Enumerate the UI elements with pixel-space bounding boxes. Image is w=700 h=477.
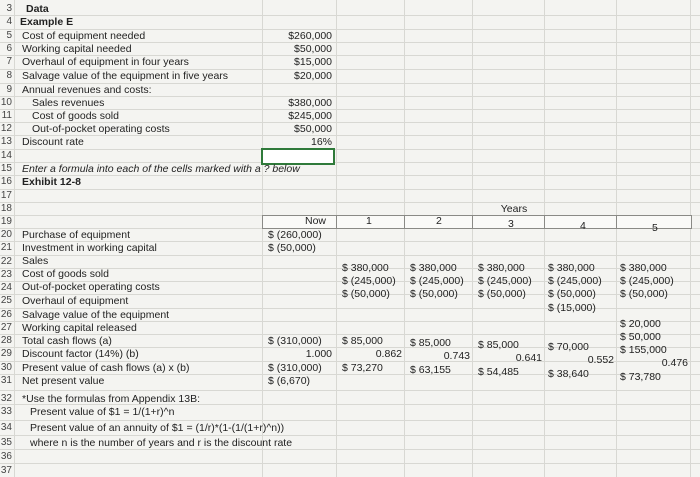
- row-number: 15: [0, 163, 12, 174]
- y1-pv[interactable]: $ 73,270: [342, 362, 383, 374]
- row-number: 26: [0, 309, 12, 320]
- row-number: 3: [6, 3, 12, 14]
- row-number: 4: [6, 16, 12, 27]
- section-title-data: Data: [26, 3, 49, 15]
- row-number: 7: [6, 56, 12, 67]
- label-ex-oop: Out-of-pocket operating costs: [22, 281, 160, 293]
- value-oop[interactable]: $50,000: [294, 123, 332, 135]
- label-pv-cash: Present value of cash flows (a) x (b): [22, 362, 190, 374]
- y5-wc-released[interactable]: $ 50,000: [620, 331, 661, 343]
- now-discount-factor[interactable]: 1.000: [305, 348, 332, 360]
- row-number: 24: [0, 282, 12, 293]
- now-npv[interactable]: $ (6,670): [268, 375, 311, 387]
- row-number: 5: [6, 30, 12, 41]
- row-number: 13: [0, 136, 12, 147]
- row-number: 32: [0, 393, 12, 404]
- col-header-year5: 5: [652, 222, 658, 234]
- row-number: 31: [0, 375, 12, 386]
- grid-line: [336, 0, 337, 477]
- label-overhaul: Overhaul of equipment in four years: [22, 56, 189, 68]
- label-ex-cogs: Cost of goods sold: [22, 268, 109, 280]
- y3-total[interactable]: $ 85,000: [478, 339, 519, 351]
- row-number: 33: [0, 406, 12, 417]
- now-investment[interactable]: $ (50,000): [268, 242, 316, 254]
- label-cogs: Cost of goods sold: [32, 110, 119, 122]
- row-number: 22: [0, 256, 12, 267]
- label-npv: Net present value: [22, 375, 105, 387]
- y5-pv[interactable]: $ 73,780: [620, 371, 661, 383]
- y2-sales[interactable]: $ 380,000: [410, 262, 457, 274]
- label-total-cash: Total cash flows (a): [22, 335, 112, 347]
- value-overhaul[interactable]: $15,000: [294, 56, 332, 68]
- label-oop: Out-of-pocket operating costs: [32, 123, 170, 135]
- col-header-year2: 2: [436, 215, 442, 227]
- row-number: 25: [0, 295, 12, 306]
- footnote-pv1: Present value of $1 = 1/(1+r)^n: [30, 406, 175, 418]
- value-salvage[interactable]: $20,000: [294, 70, 332, 82]
- label-discount-factor: Discount factor (14%) (b): [22, 348, 139, 360]
- value-cogs[interactable]: $245,000: [288, 110, 332, 122]
- y4-factor[interactable]: 0.552: [587, 354, 614, 366]
- value-sales-revenues[interactable]: $380,000: [288, 97, 332, 109]
- label-ex-overhaul: Overhaul of equipment: [22, 295, 129, 307]
- y3-oop[interactable]: $ (50,000): [478, 288, 526, 300]
- exhibit-title: Exhibit 12-8: [22, 176, 81, 188]
- y5-cogs[interactable]: $ (245,000): [620, 275, 674, 287]
- row-number: 34: [0, 422, 12, 433]
- y2-pv[interactable]: $ 63,155: [410, 364, 451, 376]
- grid-line: [616, 0, 617, 477]
- label-sales-revenues: Sales revenues: [32, 97, 105, 109]
- y1-total[interactable]: $ 85,000: [342, 335, 383, 347]
- grid-line: [544, 0, 545, 477]
- label-cost-equipment: Cost of equipment needed: [22, 30, 146, 42]
- years-header: Years: [500, 203, 528, 215]
- col-header-now: Now: [304, 215, 326, 227]
- row-number: 16: [0, 176, 12, 187]
- y2-factor[interactable]: 0.743: [443, 350, 470, 362]
- y2-total[interactable]: $ 85,000: [410, 337, 451, 349]
- row-number: 20: [0, 229, 12, 240]
- row-number: 29: [0, 348, 12, 359]
- row-number: 8: [6, 70, 12, 81]
- y2-cogs[interactable]: $ (245,000): [410, 275, 464, 287]
- row-number: 11: [1, 110, 12, 121]
- col-header-year1: 1: [366, 215, 372, 227]
- row-number: 23: [0, 269, 12, 280]
- y5-oop[interactable]: $ (50,000): [620, 288, 668, 300]
- row-number: 28: [0, 335, 12, 346]
- label-purchase: Purchase of equipment: [22, 229, 130, 241]
- value-working-capital[interactable]: $50,000: [294, 43, 332, 55]
- value-cost-equipment[interactable]: $260,000: [288, 30, 332, 42]
- y4-pv[interactable]: $ 38,640: [548, 368, 589, 380]
- row-number: 21: [0, 242, 12, 253]
- y4-overhaul[interactable]: $ (15,000): [548, 302, 596, 314]
- row-number: 27: [0, 322, 12, 333]
- row-number: 19: [0, 216, 12, 227]
- grid-line: [472, 0, 473, 477]
- label-discount-rate: Discount rate: [22, 136, 84, 148]
- y1-cogs[interactable]: $ (245,000): [342, 275, 396, 287]
- label-investment: Investment in working capital: [22, 242, 157, 254]
- y4-total[interactable]: $ 70,000: [548, 341, 589, 353]
- label-sales: Sales: [22, 255, 49, 267]
- y3-cogs[interactable]: $ (245,000): [478, 275, 532, 287]
- y1-factor[interactable]: 0.862: [375, 348, 402, 360]
- now-pv[interactable]: $ (310,000): [268, 362, 322, 374]
- y4-cogs[interactable]: $ (245,000): [548, 275, 602, 287]
- y5-salvage[interactable]: $ 20,000: [620, 318, 661, 330]
- footnote-where: where n is the number of years and r is the discount rate: [30, 437, 293, 449]
- y1-oop[interactable]: $ (50,000): [342, 288, 390, 300]
- y4-oop[interactable]: $ (50,000): [548, 288, 596, 300]
- y2-oop[interactable]: $ (50,000): [410, 288, 458, 300]
- grid-line: [404, 0, 405, 477]
- row-number: 10: [0, 97, 12, 108]
- y1-sales[interactable]: $ 380,000: [342, 262, 389, 274]
- example-title: Example E: [20, 16, 74, 28]
- y3-sales[interactable]: $ 380,000: [478, 262, 525, 274]
- label-salvage: Salvage value of the equipment in five years: [22, 70, 229, 82]
- row-number: 9: [6, 84, 12, 95]
- row-number: 35: [0, 437, 12, 448]
- col-header-year3: 3: [508, 218, 514, 230]
- y5-sales[interactable]: $ 380,000: [620, 262, 667, 274]
- row-number: 12: [0, 123, 12, 134]
- row-number: 18: [0, 203, 12, 214]
- value-discount-rate[interactable]: 16%: [310, 136, 332, 148]
- y5-total[interactable]: $ 155,000: [620, 344, 667, 356]
- row-number: 14: [0, 150, 12, 161]
- instruction-text: Enter a formula into each of the cells marked with a ? below: [22, 163, 300, 175]
- grid-line: [690, 0, 691, 477]
- now-purchase[interactable]: $ (260,000): [268, 229, 322, 241]
- grid-line: [14, 0, 15, 477]
- label-ex-salvage: Salvage value of the equipment: [22, 309, 170, 321]
- label-wc-released: Working capital released: [22, 322, 137, 334]
- row-number: 6: [6, 43, 12, 54]
- label-annual: Annual revenues and costs:: [22, 84, 152, 96]
- row-number: 36: [0, 451, 12, 462]
- row-number: 17: [0, 190, 12, 201]
- y4-sales[interactable]: $ 380,000: [548, 262, 595, 274]
- row-number: 30: [0, 362, 12, 373]
- label-working-capital: Working capital needed: [22, 43, 132, 55]
- footnote-appendix: *Use the formulas from Appendix 13B:: [22, 393, 201, 405]
- y3-pv[interactable]: $ 54,485: [478, 366, 519, 378]
- footnote-annuity: Present value of an annuity of $1 = (1/r)*(1-(1/(1+r)^n)): [30, 422, 285, 434]
- col-header-year4: 4: [580, 220, 586, 232]
- y5-factor[interactable]: 0.476: [661, 357, 688, 369]
- row-number: 37: [0, 465, 12, 476]
- now-total-cash[interactable]: $ (310,000): [268, 335, 322, 347]
- y3-factor[interactable]: 0.641: [515, 352, 542, 364]
